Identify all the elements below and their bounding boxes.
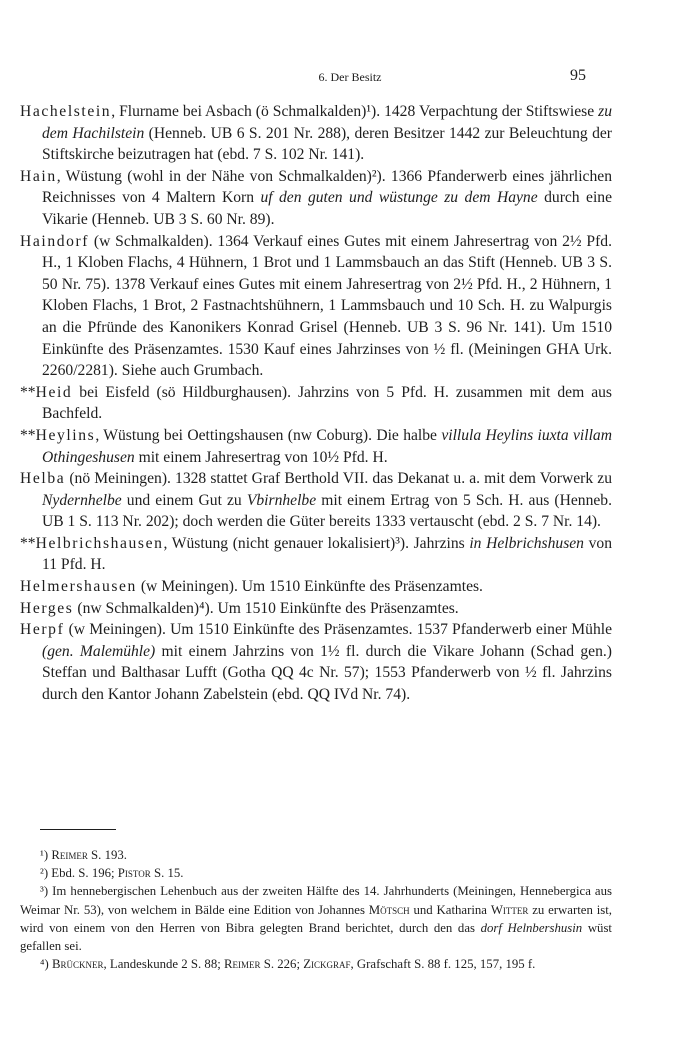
author-name: Brückner [51,957,104,972]
author-name: Mötsch [368,902,410,917]
source-quote: dorf Helnbershusin [480,920,583,935]
text-run: ⁴) [40,957,52,972]
author-name: Pistor [117,866,151,881]
entry [20,598,612,620]
running-head: 6. Der Besitz [318,70,382,84]
text-run: wüst gefallen sei. [20,920,612,954]
footnote-list [20,846,612,973]
entry [20,533,612,576]
text-run: ** [20,426,36,444]
text-run: , Wüstung bei Oettingshausen (nw Coburg). Die halbe [95,426,442,444]
author-name: Zickgraf [303,957,351,972]
author-name: Reimer [223,957,261,972]
text-run: durch eine Vikarie (Henneb. UB 3 S. 60 Nr. 89). [42,189,613,228]
text-run: , Landeskunde 2 S. 88; [103,957,224,972]
text-run: (nö Meiningen). 1328 stattet Graf Berthold VII. das Dekanat u. a. mit dem Vorwerk zu [65,470,612,488]
entry [20,166,612,231]
entry-headword: Herpf [20,621,65,639]
source-quote: uf den guten und wüstunge zu dem Hayne [260,189,538,207]
text-run: und einem Gut zu [121,491,247,509]
text-run: , Wüstung (wohl in der Nähe von Schmalkalden)²). 1366 Pfanderwerb eines jährlichen Reichnisses von 4 Maltern Korn [42,167,612,207]
text-run: (Henneb. UB 6 S. 201 Nr. 288), deren Besitzer 1442 zur Beleuchtung der Stiftskirche beizutragen hat (ebd. 7 S. 102 Nr. 141). [42,124,612,164]
text-run: ** [20,534,36,552]
entry-headword: Hain [20,167,57,185]
entry [20,101,612,166]
footnote [20,864,612,882]
entry [20,425,612,468]
entry [20,468,612,533]
source-quote: villula Heylins iuxta villam Othingeshusen [42,426,612,466]
text-run: ²) Ebd. S. 196; [40,866,118,881]
text-run: ** [20,383,36,401]
text-run: (nw Schmalkalden)⁴). Um 1510 Einkünfte des Präsenzamtes. [73,599,459,617]
entry [20,231,612,382]
source-quote: in Helbrichshusen [469,534,584,552]
footnote [20,846,612,864]
text-run: (w Meiningen). Um 1510 Einkünfte des Präsenzamtes. 1537 Pfanderwerb einer Mühle [64,621,612,639]
footnote-rule [40,829,116,830]
text-run: zu erwarten ist, wird von einem von den Herren von Bibra gelegten Brand berichtet, durch den das [20,902,612,935]
text-run: ³) Im hennebergischen Lehenbuch aus der zweiten Hälfte des 14. Jahrhunderts (Meiningen, Hennebergica aus Weimar Nr. 53), von welchem in Bälde eine Edition von Johannes [20,884,612,917]
author-name: Witter [490,902,529,917]
text-run: ¹) [40,848,52,862]
entry [20,382,612,425]
entry-headword: Haindorf [20,232,90,250]
text-run: bei Eisfeld (sö Hildburghausen). Jahrzins von 5 Pfd. H. zusammen mit dem aus Bachfeld. [42,383,612,423]
page-number: 95 [570,67,586,84]
text-run: S. 15. [150,866,184,881]
entry-headword: Helbrichshausen [35,534,164,552]
text-run: , Wüstung (nicht genauer lokalisiert)³). Jahrzins [163,534,470,552]
entry-headword: Helba [20,470,66,488]
footnote [20,882,612,955]
source-quote: Vbirnhelbe [246,491,317,509]
text-run: mit einem Jahresertrag von 10½ Pfd. H. [134,448,388,466]
entry-headword: Hachelstein [20,103,112,120]
text-run: von 11 Pfd. H. [42,534,612,574]
text-run: (w Meiningen). Um 1510 Einkünfte des Präsenzamtes. [136,578,483,596]
entry-headword: Helmershausen [20,578,137,596]
text-run: S. 193. [87,848,127,862]
text-run: , Flurname bei Asbach (ö Schmalkalden)¹). 1428 Verpachtung der Stiftswiese [111,103,599,120]
entry [20,576,612,598]
text-run: mit einem Ertrag von 5 Sch. H. aus (Henneb. UB 1 S. 113 Nr. 202); doch werden die Güter bereits 1333 vertauscht (ebd. 2 S. 7 Nr. 14). [42,491,613,531]
footnote [20,955,612,973]
source-quote: Nydernhelbe [42,491,122,509]
text-run: mit einem Jahrzins von 1½ fl. durch die Vikare Johann (Schad gen.) Steffan und Balthasar Lufft (Gotha QQ 4c Nr. 57); 1553 Pfanderwerb von ½ fl. Jahrzins durch den Kantor Johann Zabelstein (ebd. QQ IVd Nr. 74). [42,642,612,704]
entry-headword: Herges [20,599,74,617]
text-run: und Katharina [409,902,491,917]
text-run: (w Schmalkalden). 1364 Verkauf eines Gutes mit einem Jahresertrag von 2½ Pfd. H., 1 Kloben Flachs, 4 Hühnern, 1 Brot und 1 Lammsbauch an das Stift (Henneb. UB 3 S. 50 Nr. 75). 1378 Verkauf eines Gutes mit einem Jahresertrag von 2½ Pfd. H., 2 Hühnern, 1 Kloben Flachs, 1 Brot, 2 Fastnachtshühnern, 1 Lammsbauch und 10 Sch. H. zu Walpurgis an die Pfründe des Kanonikers Konrad Grisel (Henneb. UB 3 S. 96 Nr. 141). Um 1510 Einkünfte des Präsenzamtes. 1530 Kauf eines Jahrzinses von ½ fl. (Meiningen GHA Urk. 2260/2281). Siehe auch Grumbach. [42,232,612,380]
entry-list [20,101,612,706]
author-name: Reimer [51,848,88,862]
entry [20,619,612,705]
entry-headword: Heid [35,383,73,401]
text-run: , Grafschaft S. 88 f. 125, 157, 195 f. [350,957,536,972]
text-run: S. 226; [260,957,304,972]
entry-headword: Heylins [35,426,96,444]
source-quote: (gen. Malemühle) [42,642,156,660]
source-quote: zu dem Hachilstein [42,103,612,142]
